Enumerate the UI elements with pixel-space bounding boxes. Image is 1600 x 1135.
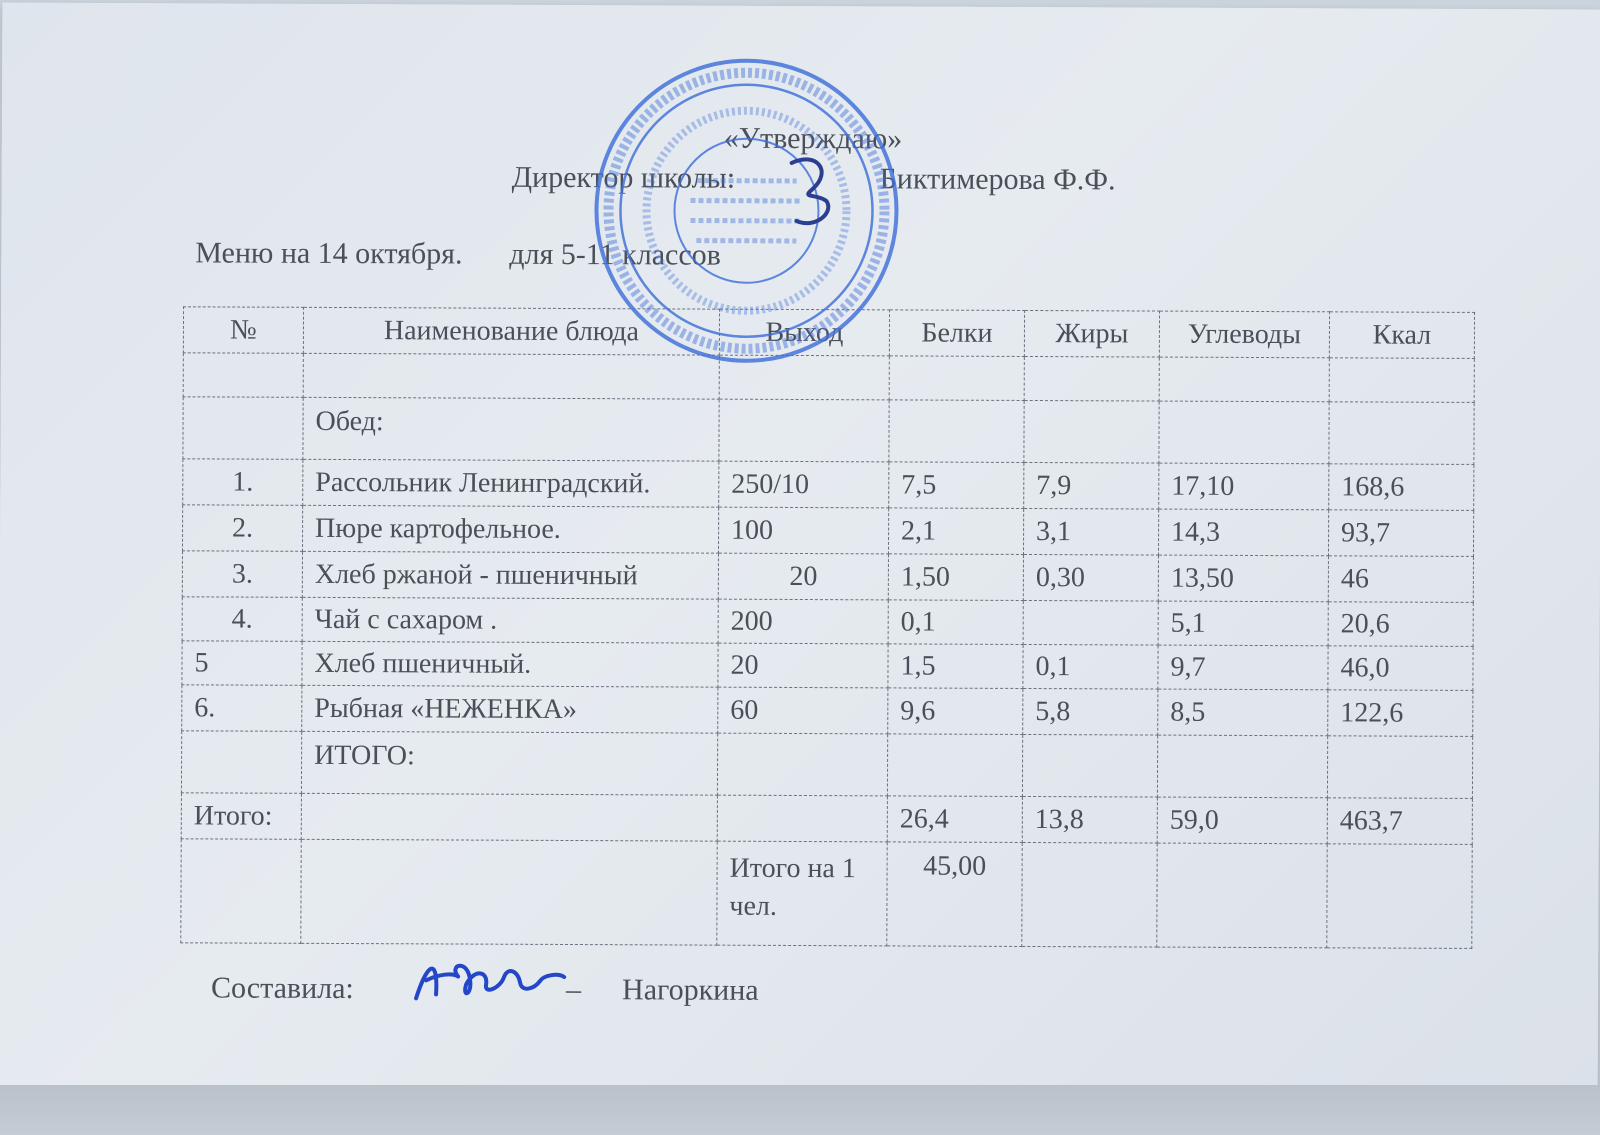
row-num: 6. <box>182 685 302 732</box>
col-header-protein: Белки <box>889 310 1024 357</box>
col-header-num: № <box>183 307 303 354</box>
director-name: Биктимерова Ф.Ф. <box>879 162 1116 197</box>
table-row <box>182 505 1473 557</box>
composed-dash: – <box>566 972 582 1007</box>
row-out: 20 <box>718 643 888 688</box>
row-kcal: 168,6 <box>1329 464 1474 511</box>
row-protein: 2,1 <box>888 508 1023 555</box>
menu-classes: для 5-11 классов <box>509 237 721 272</box>
row-num: 1. <box>183 459 303 506</box>
row-num: 3. <box>182 551 302 598</box>
row-carbs: 5,1 <box>1158 601 1328 646</box>
composer-signature-icon <box>408 950 568 1011</box>
col-header-name: Наименование блюда <box>303 307 719 355</box>
paper-sheet <box>0 3 1600 1100</box>
row-kcal: 46,0 <box>1328 646 1473 691</box>
total-kcal: 463,7 <box>1327 798 1472 845</box>
row-num: 2. <box>182 505 302 552</box>
row-carbs: 14,3 <box>1158 509 1328 556</box>
itogo-caps-label: ИТОГО: <box>301 731 717 795</box>
row-out: 100 <box>718 507 888 554</box>
per-person-label: Итого на 1 чел. <box>717 841 887 946</box>
total-fat: 13,8 <box>1022 796 1157 843</box>
row-dish: Рыбная «НЕЖЕНКА» <box>302 685 718 733</box>
row-carbs: 13,50 <box>1158 555 1328 602</box>
row-num: 5 <box>182 641 302 686</box>
row-protein: 1,5 <box>888 644 1023 689</box>
row-dish: Чай с сахаром . <box>302 597 718 643</box>
col-header-out: Выход <box>719 309 889 356</box>
row-protein: 7,5 <box>889 462 1024 509</box>
row-carbs: 9,7 <box>1158 645 1328 690</box>
row-fat: 0,30 <box>1023 554 1158 601</box>
director-label: Директор школы: <box>511 160 736 195</box>
table-row <box>182 551 1473 603</box>
table-surface <box>0 1085 1600 1135</box>
table-row <box>182 597 1473 647</box>
total-protein: 26,4 <box>887 796 1022 843</box>
row-protein: 9,6 <box>888 688 1023 735</box>
menu-table <box>180 306 1475 949</box>
composer-name: Нагоркина <box>622 973 759 1007</box>
table-row <box>183 459 1474 511</box>
row-dish: Хлеб ржаной - пшеничный <box>302 551 718 599</box>
per-person-value: 45,00 <box>887 842 1022 947</box>
composed-label: Составила: <box>211 971 354 1006</box>
approve-heading: «Утверждаю» <box>723 121 903 156</box>
row-fat: 5,8 <box>1023 688 1158 735</box>
col-header-kcal: Ккал <box>1329 312 1474 359</box>
total-carbs: 59,0 <box>1157 797 1327 844</box>
col-header-fat: Жиры <box>1024 310 1159 357</box>
row-fat: 7,9 <box>1024 462 1159 509</box>
row-kcal: 20,6 <box>1328 602 1473 647</box>
total-row <box>181 793 1472 845</box>
row-fat: 0,1 <box>1023 644 1158 689</box>
row-carbs: 8,5 <box>1158 689 1328 736</box>
row-fat <box>1023 600 1158 645</box>
row-carbs: 17,10 <box>1159 463 1329 510</box>
row-kcal: 122,6 <box>1328 690 1473 737</box>
row-dish: Хлеб пшеничный. <box>302 641 718 687</box>
itogo-caps-row <box>181 731 1472 799</box>
row-out: 200 <box>718 599 888 644</box>
row-out: 20 <box>718 553 888 600</box>
total-label: Итого: <box>181 793 301 840</box>
row-num: 4. <box>182 597 302 642</box>
col-header-carbs: Углеводы <box>1159 311 1329 358</box>
row-kcal: 46 <box>1328 556 1473 603</box>
empty-row <box>183 353 1474 403</box>
section-row <box>183 397 1474 465</box>
row-fat: 3,1 <box>1023 508 1158 555</box>
table-row <box>182 685 1473 737</box>
menu-date: Меню на 14 октября. <box>195 236 463 271</box>
row-protein: 1,50 <box>888 554 1023 601</box>
per-person-row <box>181 839 1472 949</box>
row-dish: Рассольник Ленинградский. <box>303 459 719 507</box>
section-label: Обед: <box>303 397 719 461</box>
row-out: 60 <box>718 687 888 734</box>
row-kcal: 93,7 <box>1328 510 1473 557</box>
row-out: 250/10 <box>719 461 889 508</box>
table-row <box>182 641 1473 691</box>
header-row <box>183 307 1474 359</box>
row-dish: Пюре картофельное. <box>302 505 718 553</box>
row-protein: 0,1 <box>888 600 1023 645</box>
